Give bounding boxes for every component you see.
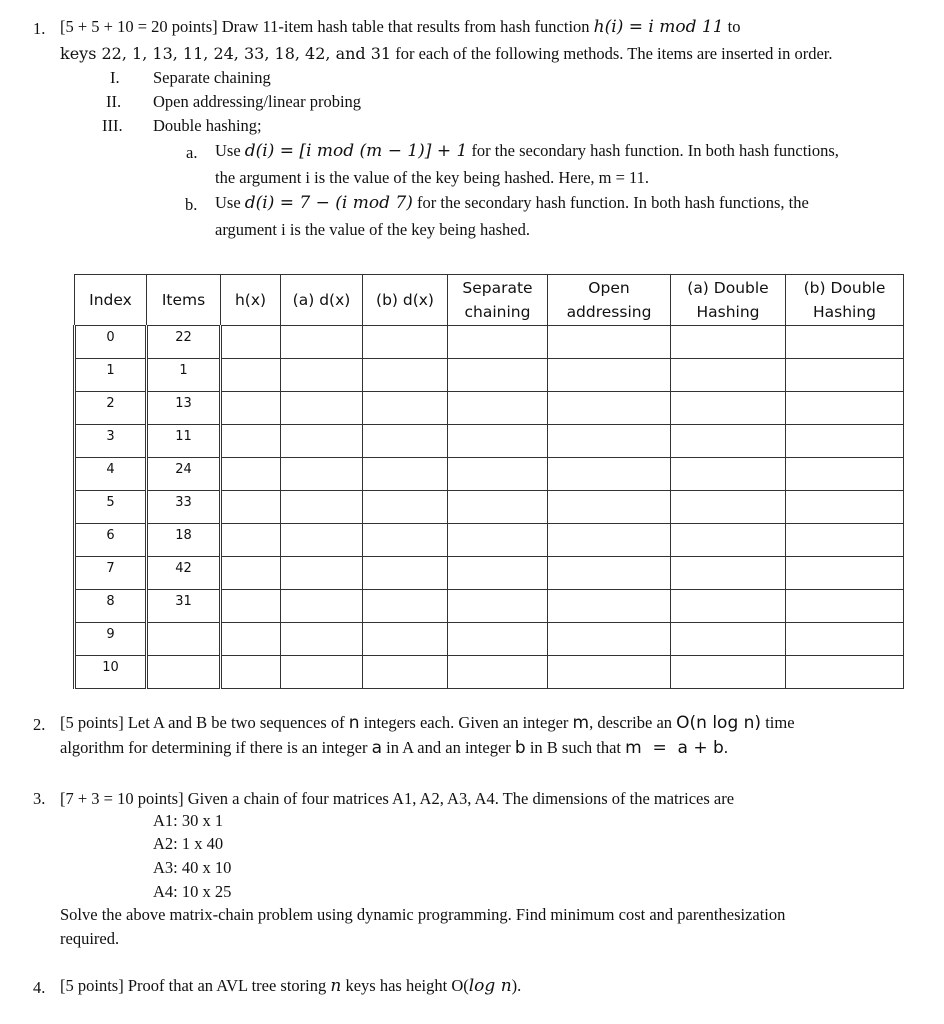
q3-dim: A2: 1 x 40 — [153, 834, 224, 853]
q4-text: ). — [511, 976, 522, 995]
cell-a-dx[interactable] — [281, 623, 363, 656]
cell-item: 24 — [147, 458, 221, 491]
q1-keys: keys 22, 1, 13, 11, 24, 33, 18, 42, and 31 — [60, 44, 392, 63]
sub-a-math: d(i) = [i mod (m − 1)] + 1 — [244, 141, 468, 161]
cell-item — [147, 656, 221, 689]
q3-number: 3. — [33, 789, 46, 808]
cell-hx[interactable] — [221, 458, 281, 491]
table-header-row — [75, 275, 904, 326]
cell-separate-chaining[interactable] — [448, 623, 548, 656]
cell-item: 18 — [147, 524, 221, 557]
cell-b-dx[interactable] — [363, 392, 448, 425]
cell-item: 33 — [147, 491, 221, 524]
cell-b-dx[interactable] — [363, 557, 448, 590]
q1-line1-text: [5 + 5 + 10 = 20 points] Draw 11-item hash table that results from hash function — [60, 17, 594, 36]
cell-b-dx[interactable] — [363, 590, 448, 623]
cell-a-dx[interactable] — [281, 392, 363, 425]
q4-text: [5 points] Proof that an AVL tree storing — [60, 976, 331, 995]
sub-a-letter: a. — [186, 143, 198, 162]
cell-b-dx[interactable] — [363, 656, 448, 689]
cell-separate-chaining[interactable] — [448, 326, 548, 359]
q1-line1-end: to — [723, 17, 741, 36]
q2-complexity: O(n log n) — [676, 713, 762, 733]
cell-open-addressing[interactable] — [548, 458, 671, 491]
cell-separate-chaining[interactable] — [448, 656, 548, 689]
cell-a-dx[interactable] — [281, 656, 363, 689]
cell-open-addressing[interactable] — [548, 326, 671, 359]
cell-separate-chaining[interactable] — [448, 590, 548, 623]
q2-text: in B such that — [525, 738, 626, 757]
cell-hx[interactable] — [221, 326, 281, 359]
cell-separate-chaining[interactable] — [448, 359, 548, 392]
q1-line2-text: for each of the following methods. The items are inserted in order. — [391, 44, 833, 63]
header-b-dx: (b) d(x) — [363, 275, 448, 326]
cell-a-dx[interactable] — [281, 524, 363, 557]
table-row — [75, 425, 904, 458]
cell-separate-chaining[interactable] — [448, 491, 548, 524]
q4-text: keys has height O( — [341, 976, 469, 995]
q3-dim: A3: 40 x 10 — [153, 858, 232, 877]
cell-open-addressing[interactable] — [548, 425, 671, 458]
cell-separate-chaining[interactable] — [448, 458, 548, 491]
cell-b-double-hashing[interactable] — [786, 458, 904, 491]
q2-text: integers each. Given an integer — [359, 713, 573, 732]
cell-index: 3 — [75, 425, 147, 458]
cell-a-dx[interactable] — [281, 590, 363, 623]
cell-a-double-hashing[interactable] — [671, 656, 786, 689]
q2-equation: m = a + b — [625, 738, 724, 758]
cell-b-double-hashing[interactable] — [786, 623, 904, 656]
cell-a-double-hashing[interactable] — [671, 524, 786, 557]
cell-item: 13 — [147, 392, 221, 425]
cell-b-double-hashing[interactable] — [786, 524, 904, 557]
q3-line2: Solve the above matrix-chain problem using dynamic programming. Find minimum cost and parenthesization — [60, 905, 786, 924]
cell-item: 1 — [147, 359, 221, 392]
header-a-double-hashing: (a) Double Hashing — [671, 275, 786, 326]
cell-separate-chaining[interactable] — [448, 425, 548, 458]
cell-item: 31 — [147, 590, 221, 623]
cell-hx[interactable] — [221, 623, 281, 656]
cell-b-dx[interactable] — [363, 623, 448, 656]
cell-hx[interactable] — [221, 392, 281, 425]
cell-b-dx[interactable] — [363, 458, 448, 491]
cell-separate-chaining[interactable] — [448, 557, 548, 590]
q1-number: 1. — [33, 19, 46, 38]
q4-log: log n — [468, 976, 512, 996]
cell-index: 8 — [75, 590, 147, 623]
cell-b-dx[interactable] — [363, 491, 448, 524]
table-row — [75, 326, 904, 359]
cell-b-double-hashing[interactable] — [786, 656, 904, 689]
q1-mod-math: i mod 11 — [648, 17, 724, 37]
method-roman: III. — [102, 116, 123, 135]
cell-index: 6 — [75, 524, 147, 557]
cell-item: 11 — [147, 425, 221, 458]
q2-text: , describe an — [589, 713, 677, 732]
method-roman: I. — [110, 68, 120, 87]
cell-open-addressing[interactable] — [548, 359, 671, 392]
cell-hx[interactable] — [221, 524, 281, 557]
cell-a-dx[interactable] — [281, 458, 363, 491]
cell-hx[interactable] — [221, 557, 281, 590]
cell-a-double-hashing[interactable] — [671, 557, 786, 590]
cell-b-double-hashing[interactable] — [786, 491, 904, 524]
q3-dim: A1: 30 x 1 — [153, 811, 224, 830]
table-row — [75, 491, 904, 524]
sub-b-use: Use — [215, 193, 245, 212]
q2-text: [5 points] Let A and B be two sequences of — [60, 713, 349, 732]
cell-a-double-hashing[interactable] — [671, 623, 786, 656]
cell-item: 42 — [147, 557, 221, 590]
q1-line2 — [60, 44, 833, 64]
q2-a: a — [371, 738, 382, 758]
sub-a-line2: the argument i is the value of the key being hashed. Here, m = 11. — [215, 168, 650, 187]
cell-separate-chaining[interactable] — [448, 524, 548, 557]
q3-dim: A4: 10 x 25 — [153, 882, 232, 901]
cell-a-double-hashing[interactable] — [671, 425, 786, 458]
q1-hash-function-math: h(i) — [593, 17, 624, 37]
q2-text: . — [723, 738, 728, 757]
sub-b-line1 — [215, 193, 809, 213]
q1-line1 — [60, 17, 908, 37]
q2-text: in A and an integer — [382, 738, 515, 757]
cell-index: 2 — [75, 392, 147, 425]
header-items: Items — [147, 275, 221, 326]
cell-separate-chaining[interactable] — [448, 392, 548, 425]
q2-b: b — [514, 738, 526, 758]
cell-a-double-hashing[interactable] — [671, 392, 786, 425]
q1-equals: = — [623, 17, 649, 37]
cell-hx[interactable] — [221, 491, 281, 524]
header-separate-chaining: Separate chaining — [448, 275, 548, 326]
cell-index: 10 — [75, 656, 147, 689]
sub-b-math: d(i) = 7 − (i mod 7) — [244, 193, 413, 213]
q2-number: 2. — [33, 715, 46, 734]
cell-hx[interactable] — [221, 656, 281, 689]
method-label: Double hashing; — [153, 116, 262, 135]
q2-text: time — [761, 713, 795, 732]
header-index: Index — [75, 275, 147, 326]
cell-a-double-hashing[interactable] — [671, 359, 786, 392]
q2-line2 — [60, 738, 728, 758]
cell-index: 7 — [75, 557, 147, 590]
cell-b-dx[interactable] — [363, 359, 448, 392]
header-b-double-hashing: (b) Double Hashing — [786, 275, 904, 326]
cell-open-addressing[interactable] — [548, 590, 671, 623]
sub-b-rest: for the secondary hash function. In both hash functions, the — [412, 193, 809, 212]
cell-a-double-hashing[interactable] — [671, 491, 786, 524]
q2-line1 — [60, 713, 795, 733]
table-row — [75, 524, 904, 557]
cell-b-double-hashing[interactable] — [786, 326, 904, 359]
sub-b-letter: b. — [185, 195, 198, 214]
cell-a-double-hashing[interactable] — [671, 458, 786, 491]
cell-hx[interactable] — [221, 590, 281, 623]
header-a-dx: (a) d(x) — [281, 275, 363, 326]
q4-number: 4. — [33, 978, 46, 997]
cell-open-addressing[interactable] — [548, 557, 671, 590]
cell-b-dx[interactable] — [363, 524, 448, 557]
method-roman: II. — [106, 92, 122, 111]
sub-a-use: Use — [215, 141, 245, 160]
q2-m: m — [572, 713, 590, 733]
table-row — [75, 590, 904, 623]
q3-line1: [7 + 3 = 10 points] Given a chain of four matrices A1, A2, A3, A4. The dimensions of the matrices are — [60, 789, 735, 808]
cell-open-addressing[interactable] — [548, 623, 671, 656]
cell-a-dx[interactable] — [281, 491, 363, 524]
q4-n: n — [330, 976, 342, 996]
cell-open-addressing[interactable] — [548, 392, 671, 425]
hash-table — [73, 274, 904, 689]
cell-b-double-hashing[interactable] — [786, 590, 904, 623]
cell-index: 5 — [75, 491, 147, 524]
cell-b-double-hashing[interactable] — [786, 359, 904, 392]
cell-item — [147, 623, 221, 656]
cell-index: 1 — [75, 359, 147, 392]
method-label: Separate chaining — [153, 68, 271, 87]
cell-b-double-hashing[interactable] — [786, 425, 904, 458]
q2-text: algorithm for determining if there is an integer — [60, 738, 372, 757]
cell-a-dx[interactable] — [281, 425, 363, 458]
method-label: Open addressing/linear probing — [153, 92, 362, 111]
table-row — [75, 392, 904, 425]
cell-open-addressing[interactable] — [548, 491, 671, 524]
header-open-addressing: Open addressing — [548, 275, 671, 326]
table-row — [75, 359, 904, 392]
q2-n: n — [348, 713, 360, 733]
cell-hx[interactable] — [221, 425, 281, 458]
table-row — [75, 623, 904, 656]
cell-hx[interactable] — [221, 359, 281, 392]
cell-a-dx[interactable] — [281, 557, 363, 590]
cell-b-double-hashing[interactable] — [786, 557, 904, 590]
cell-a-double-hashing[interactable] — [671, 590, 786, 623]
cell-b-dx[interactable] — [363, 326, 448, 359]
cell-a-dx[interactable] — [281, 359, 363, 392]
cell-a-dx[interactable] — [281, 326, 363, 359]
cell-a-double-hashing[interactable] — [671, 326, 786, 359]
cell-item: 22 — [147, 326, 221, 359]
table-row — [75, 557, 904, 590]
sub-a-line1 — [215, 141, 839, 161]
cell-b-dx[interactable] — [363, 425, 448, 458]
cell-index: 9 — [75, 623, 147, 656]
cell-index: 0 — [75, 326, 147, 359]
header-hx: h(x) — [221, 275, 281, 326]
cell-open-addressing[interactable] — [548, 656, 671, 689]
table-row — [75, 656, 904, 689]
table-row — [75, 458, 904, 491]
cell-index: 4 — [75, 458, 147, 491]
cell-open-addressing[interactable] — [548, 524, 671, 557]
q4-line — [60, 976, 521, 996]
sub-b-line2: argument i is the value of the key being hashed. — [215, 220, 530, 239]
q3-line3: required. — [60, 929, 120, 948]
cell-b-double-hashing[interactable] — [786, 392, 904, 425]
sub-a-rest: for the secondary hash function. In both hash functions, — [467, 141, 839, 160]
